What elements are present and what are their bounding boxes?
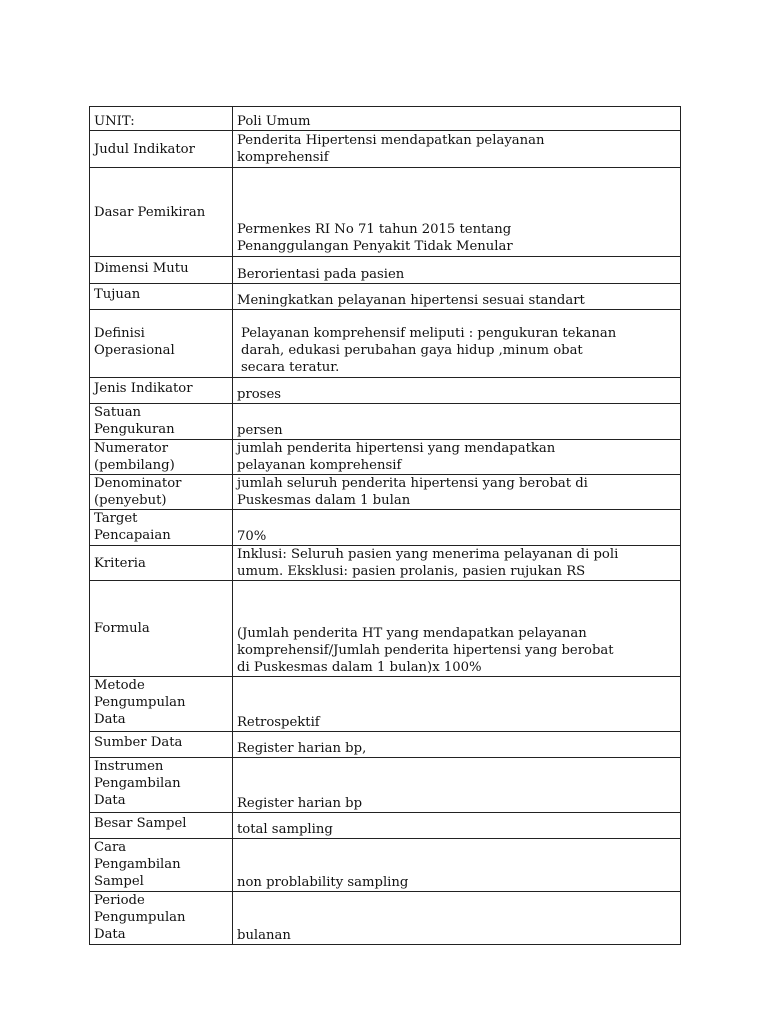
row-jenis-indikator (90, 378, 681, 404)
value-dimensi-mutu: Berorientasi pada pasien (233, 257, 681, 284)
value-target-pencapaian: 70% (233, 510, 681, 546)
row-besar-sampel (90, 813, 681, 839)
row-dasar-pemikiran (90, 168, 681, 257)
value-jenis-indikator: proses (233, 378, 681, 404)
row-unit (90, 107, 681, 131)
value-cara-pengambilan-sampel: non problability sampling (233, 839, 681, 892)
label-besar-sampel: Besar Sampel (90, 813, 233, 839)
label-kriteria: Kriteria (90, 546, 233, 581)
label-denominator: Denominator (penyebut) (90, 475, 233, 510)
value-periode-pengumpulan-data: bulanan (233, 892, 681, 945)
value-sumber-data: Register harian bp, (233, 732, 681, 758)
row-target-pencapaian (90, 510, 681, 546)
label-jenis-indikator: Jenis Indikator (90, 378, 233, 404)
value-dasar-pemikiran: Permenkes RI No 71 tahun 2015 tentang Penanggulangan Penyakit Tidak Menular (233, 168, 681, 257)
row-numerator (90, 440, 681, 475)
value-tujuan: Meningkatkan pelayanan hipertensi sesuai standart (233, 284, 681, 310)
row-tujuan (90, 284, 681, 310)
label-cara-pengambilan-sampel: Cara Pengambilan Sampel (90, 839, 233, 892)
label-numerator: Numerator (pembilang) (90, 440, 233, 475)
indicator-profile-table (89, 106, 681, 945)
value-judul-indikator: Penderita Hipertensi mendapatkan pelayanan komprehensif (233, 131, 681, 168)
value-numerator: jumlah penderita hipertensi yang mendapatkan pelayanan komprehensif (233, 440, 681, 475)
row-cara-pengambilan-sampel (90, 839, 681, 892)
value-kriteria: Inklusi: Seluruh pasien yang menerima pelayanan di poli umum. Eksklusi: pasien prolanis, pasien rujukan RS (233, 546, 681, 581)
row-dimensi-mutu (90, 257, 681, 284)
row-periode-pengumpulan-data (90, 892, 681, 945)
label-judul-indikator: Judul Indikator (90, 131, 233, 168)
value-definisi-operasional: Pelayanan komprehensif meliputi : pengukuran tekanan darah, edukasi perubahan gaya hidup ,minum obat secara teratur. (233, 310, 681, 378)
row-sumber-data (90, 732, 681, 758)
value-formula: (Jumlah penderita HT yang mendapatkan pelayanan komprehensif/Jumlah penderita hipertensi yang berobat di Puskesmas dalam 1 bulan)x 100% (233, 581, 681, 677)
label-target-pencapaian: Target Pencapaian (90, 510, 233, 546)
row-formula (90, 581, 681, 677)
label-sumber-data: Sumber Data (90, 732, 233, 758)
value-unit: Poli Umum (233, 107, 681, 131)
row-metode-pengumpulan-data (90, 677, 681, 732)
value-denominator: jumlah seluruh penderita hipertensi yang berobat di Puskesmas dalam 1 bulan (233, 475, 681, 510)
value-instrumen-pengambilan-data: Register harian bp (233, 758, 681, 813)
label-instrumen-pengambilan-data: Instrumen Pengambilan Data (90, 758, 233, 813)
row-instrumen-pengambilan-data (90, 758, 681, 813)
label-metode-pengumpulan-data: Metode Pengumpulan Data (90, 677, 233, 732)
label-tujuan: Tujuan (90, 284, 233, 310)
value-satuan-pengukuran: persen (233, 404, 681, 440)
label-dimensi-mutu: Dimensi Mutu (90, 257, 233, 284)
label-unit: UNIT: (90, 107, 233, 131)
row-judul-indikator (90, 131, 681, 168)
row-denominator (90, 475, 681, 510)
label-satuan-pengukuran: Satuan Pengukuran (90, 404, 233, 440)
label-periode-pengumpulan-data: Periode Pengumpulan Data (90, 892, 233, 945)
label-formula: Formula (90, 581, 233, 677)
value-metode-pengumpulan-data: Retrospektif (233, 677, 681, 732)
row-definisi-operasional (90, 310, 681, 378)
row-satuan-pengukuran (90, 404, 681, 440)
row-kriteria (90, 546, 681, 581)
label-dasar-pemikiran: Dasar Pemikiran (90, 168, 233, 257)
value-besar-sampel: total sampling (233, 813, 681, 839)
label-definisi-operasional: Definisi Operasional (90, 310, 233, 378)
